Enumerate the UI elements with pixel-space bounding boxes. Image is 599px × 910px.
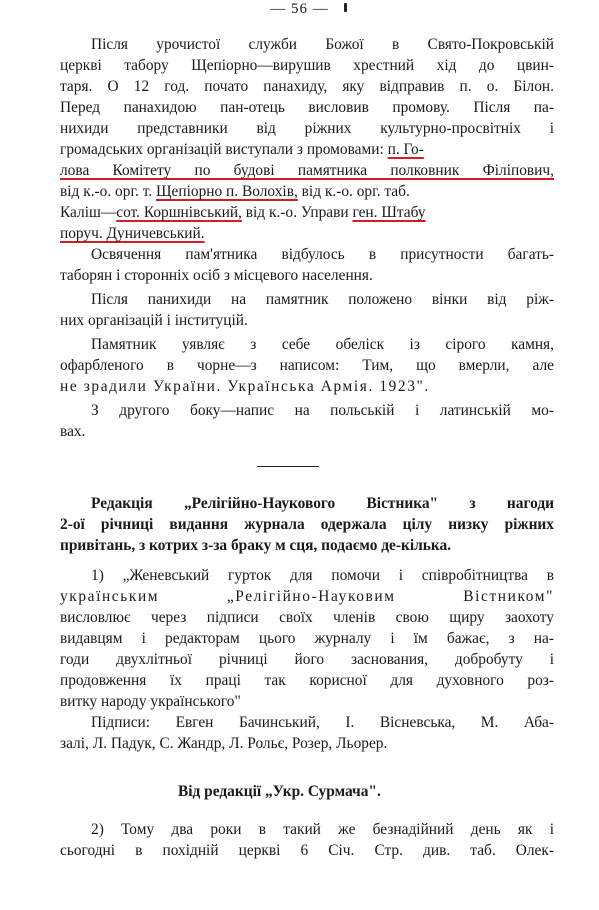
text-span: від к.-о. орг. т. — [60, 183, 156, 200]
section-heading: Від редакції „Укр. Сурмача". — [178, 783, 381, 800]
inscription-line: не зрадили України. Українська Армія. 1923". — [60, 378, 430, 395]
text-line: українським „Релігійно-Науковим Вістником" — [60, 588, 554, 605]
text-span: від к.-о. Управи — [241, 204, 353, 221]
text-span: від к.-о. орг. таб. — [297, 183, 410, 200]
text-line: таборян і сторонніх осіб з місцевого населення. — [60, 267, 373, 284]
text-line: нихиди представники від ріжних культурно-просвітніх і — [60, 120, 554, 137]
text-line: офарбленого в чорне—з написом: Тим, що вмерли, але — [60, 357, 554, 374]
text-line: сьогодні в похідній церкві 6 Січ. Стр. див. таб. Олек- — [60, 842, 554, 859]
signatures-line: залі, Л. Падук, С. Жандр, Л. Рольє, Розер, Льорер. — [60, 735, 388, 752]
text-line: годи двухлітньої річниці його заснования, добробуту і — [60, 651, 554, 668]
text-line: вах. — [60, 423, 86, 440]
bold-heading-line: Редакція „Релігійно-Наукового Вістника" з нагоди — [91, 495, 554, 512]
page-number: — 56 — — [270, 1, 329, 17]
text-span: громадських організацій виступали з промовами: — [60, 141, 388, 158]
text-line: Памятник уявляє з себе обеліск із сірого камня, — [91, 336, 554, 353]
text-line: 1) „Женевський гурток для помочи і співробітництва в — [91, 567, 554, 584]
text-line — [60, 203, 554, 223]
text-line: З другого боку—напис на польській і латинській мо- — [91, 402, 554, 419]
text-line: Після урочистої служби Божої в Свято-Покровській — [91, 36, 554, 53]
underlined-text: ген. Штабу — [352, 204, 426, 221]
underlined-text: п. Го- — [387, 141, 424, 158]
ink-mark — [344, 3, 347, 12]
underlined-text: сот. Коршнівський, — [116, 204, 242, 221]
text-line: Перед панахидою пан-отець висловив промову. Після па- — [60, 99, 554, 116]
text-line: церкві табору Щепіорно—вирушив хрестний хід до цвин- — [60, 57, 554, 74]
text-line: таря. О 12 год. почато панахиду, яку відправив п. о. Білон. — [60, 78, 554, 95]
text-line: Після панихиди на памятник положено вінки від ріж- — [91, 291, 554, 308]
text-line: 2) Тому два роки в такий же безнадійний день як і — [91, 821, 554, 838]
text-line: них організацій і інституцій. — [60, 312, 248, 329]
text-line — [60, 182, 554, 202]
text-line: Освячення пам'ятника відбулось в присутности багать- — [91, 246, 554, 263]
signatures-line: Підписи: Евген Бачинський, І. Вісневська, М. Аба- — [91, 714, 554, 731]
text-line: видавцям і редакторам цього журналу і їм бажає, з на- — [60, 630, 554, 647]
section-divider — [257, 466, 319, 467]
text-line: витку народу українського" — [60, 693, 241, 710]
bold-heading-line: 2-ої річниці видання журнала одержала цілу низку ріжних — [60, 516, 554, 533]
text-line: продовження їх праці так корисної для духовного роз- — [60, 672, 554, 689]
text-line — [60, 140, 554, 160]
underlined-line: лова Комітету по будові памятника полковник Філіпович, — [60, 162, 554, 179]
bold-heading-line: привітань, з котрих з-за браку м сця, подаємо де-кілька. — [60, 537, 452, 554]
underlined-line: поруч. Дуничевський. — [60, 225, 205, 242]
text-line: висловлює через підписи своїх членів свою щиру заохоту — [60, 609, 554, 626]
text-span: Каліш— — [60, 204, 117, 221]
underlined-text: Щепіорно п. Волохів, — [156, 183, 298, 200]
